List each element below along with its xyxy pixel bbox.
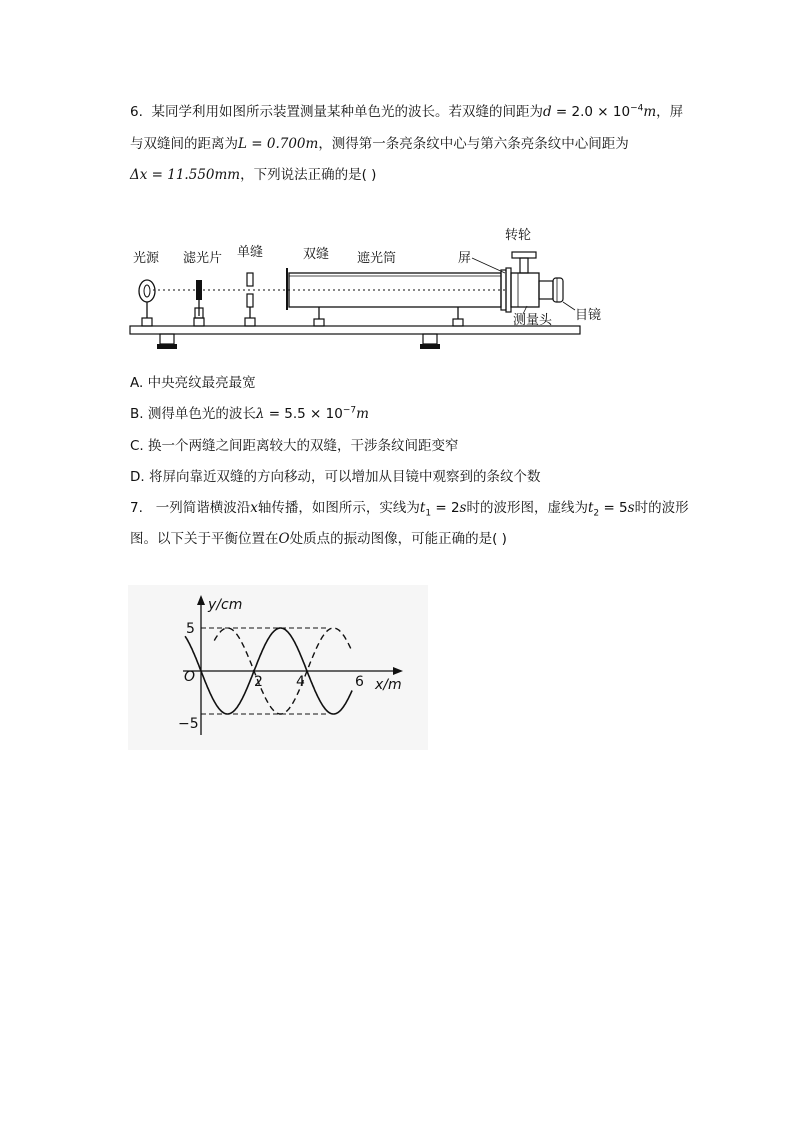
q7-t2-var: t — [587, 500, 594, 516]
measuring-head — [511, 273, 539, 307]
filter — [196, 280, 202, 300]
label-eyepiece: 目镜 — [575, 308, 602, 323]
q7-stem-1c: 时的波形图，虚线为 — [466, 500, 588, 516]
x-tick-4: 4 — [296, 674, 305, 690]
label-light-source: 光源 — [133, 251, 160, 266]
label-wheel: 转轮 — [505, 228, 532, 243]
x-tick-6: 6 — [355, 674, 364, 690]
q6-d-exp: −4 — [630, 103, 644, 114]
q7-t1-var: t — [419, 500, 426, 516]
q6-stem-2: 与双缝间的距离为 — [130, 136, 238, 152]
single-slit — [247, 273, 253, 286]
wheel — [512, 252, 536, 258]
x-tick-2: 2 — [254, 674, 263, 690]
y-tick-5: 5 — [186, 621, 195, 637]
origin-label: O — [184, 669, 196, 685]
q7-t1-unit: s — [459, 500, 467, 516]
q6-line-3 — [130, 165, 376, 185]
q6-option-b — [130, 404, 369, 424]
q6-option-b-exp: −7 — [342, 405, 357, 416]
light-source — [139, 280, 155, 302]
q7-number: 7. — [130, 500, 143, 516]
label-measuring-head: 测量头 — [513, 313, 553, 328]
bench-foot-left — [160, 334, 174, 344]
q6-L-expr: L = 0.700m — [238, 136, 319, 152]
q7-stem-2b: 处质点的振动图像，可能正确的是( ) — [289, 531, 507, 547]
q6-option-b-eq: = 5.5 × 10 — [264, 406, 343, 422]
q7-stem-1d: 时的波形 — [634, 500, 689, 516]
q6-stem-3-tail: ，下列说法正确的是( ) — [240, 167, 377, 183]
double-slit-apparatus-figure — [125, 218, 602, 358]
q7-line-1 — [130, 498, 689, 518]
label-single-slit: 单缝 — [237, 245, 264, 260]
q6-line-2 — [130, 134, 629, 154]
q6-option-b-text: B. 测得单色光的波长 — [130, 406, 256, 422]
q7-t1-sub: 1 — [425, 508, 432, 519]
y-axis-label: y/cm — [208, 597, 243, 613]
q7-t2-eq: = 5 — [599, 500, 628, 516]
label-filter: 滤光片 — [183, 251, 223, 266]
q7-o-var: O — [278, 531, 290, 547]
q7-x-var: x — [250, 500, 258, 516]
label-screen: 屏 — [458, 251, 472, 266]
label-hood: 遮光筒 — [357, 251, 397, 266]
q6-number: 6. — [130, 104, 143, 120]
q7-stem-1a: 一列简谐横波沿 — [155, 500, 251, 516]
label-double-slit: 双缝 — [303, 247, 330, 262]
q6-stem-2-tail: ，测得第一条亮条纹中心与第六条亮条纹中心间距为 — [318, 136, 629, 152]
q6-stem-1: 某同学利用如图所示装置测量某种单色光的波长。若双缝的间距为 — [151, 104, 543, 120]
q7-stem-2a: 图。以下关于平衡位置在 — [130, 531, 279, 547]
q6-option-b-unit: m — [356, 406, 369, 422]
q7-t2-sub: 2 — [593, 508, 600, 519]
q7-t2-unit: s — [627, 500, 635, 516]
q6-d-eq: = 2.0 × 10 — [551, 104, 631, 120]
q6-line-1 — [130, 102, 683, 122]
x-axis-label: x/m — [375, 677, 402, 693]
q6-option-b-var: λ — [255, 406, 265, 422]
wave-graph — [128, 585, 428, 750]
q6-stem-1-tail: ，屏 — [656, 104, 684, 120]
q7-t1-eq: = 2 — [431, 500, 460, 516]
eyepiece — [553, 278, 563, 302]
bench-foot-right — [423, 334, 437, 344]
y-tick-neg5: −5 — [178, 716, 199, 732]
q6-d-var: d — [542, 104, 552, 120]
q7-stem-1b: 轴传播，如图所示，实线为 — [257, 500, 420, 516]
q6-d-unit: m — [643, 104, 657, 120]
q6-dx-expr: Δx = 11.550mm — [130, 167, 241, 183]
q6-option-a: A. 中央亮纹最亮最宽 — [130, 375, 256, 391]
q6-option-d: D. 将屏向靠近双缝的方向移动，可以增加从目镜中观察到的条纹个数 — [130, 469, 541, 485]
q6-option-c: C. 换一个两缝之间距离较大的双缝，干涉条纹间距变窄 — [130, 438, 459, 454]
q7-line-2 — [130, 529, 507, 549]
